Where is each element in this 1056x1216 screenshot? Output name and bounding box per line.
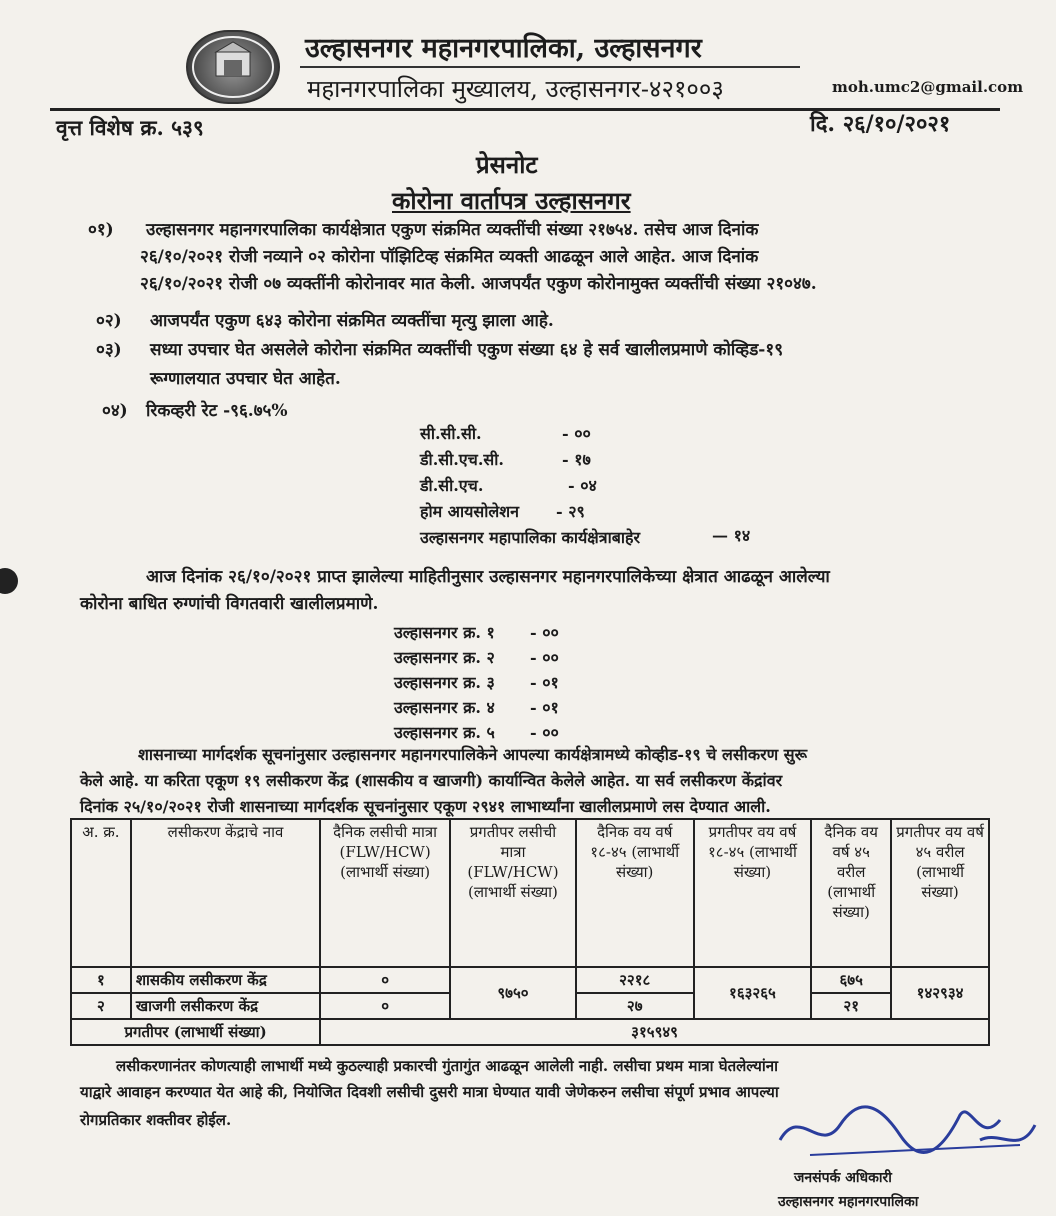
footer-line-2: याद्वारे आवाहन करण्यात येत आहे की, नियोजित दिवशी लसीची दुसरी मात्रा घेण्यात यावी जेणेकरुन लसीचा संपूर्ण प्रभाव आपल्या	[80, 1083, 779, 1101]
facility-name: डी.सी.एच.सी.	[420, 450, 504, 469]
ward-value: - ०१	[530, 673, 559, 692]
column-header: लसीकरण केंद्राचे नाव	[131, 819, 320, 967]
facility-value: - २९	[556, 502, 585, 521]
vaccination-intro-line-1: शासनाच्या मार्गदर्शक सूचनांनुसार उल्हासनगर महानगरपालिकेने आपल्या कार्यक्षेत्रामध्ये कोव्हीड-१९ चे लसीकरण सुरू	[138, 745, 808, 764]
progressive-flw-value: ९७५०	[450, 967, 576, 1019]
point-3-line-2: रूग्णालयात उपचार घेत आहेत.	[150, 369, 341, 389]
facility-value: — १४	[712, 526, 751, 545]
daily-18-45-value: २२१८	[576, 967, 694, 993]
document-date: दि. २६/१०/२०२१	[810, 111, 951, 137]
column-header: अ. क्र.	[71, 819, 131, 967]
facility-value: - ००	[562, 424, 591, 443]
ward-value: - ००	[530, 648, 559, 667]
center-name: खाजगी लसीकरण केंद्र	[131, 993, 320, 1019]
header-divider	[300, 66, 800, 68]
ward-name: उल्हासनगर क्र. ५	[394, 723, 495, 742]
daily-18-45-value: २७	[576, 993, 694, 1019]
facility-name: उल्हासनगर महापालिका कार्यक्षेत्राबाहेर	[420, 528, 641, 547]
row-number: १	[71, 967, 131, 993]
daily-45-plus-value: ६७५	[811, 967, 891, 993]
ward-value: - ००	[530, 623, 559, 642]
point-1-line-1: उल्हासनगर महानगरपालिका कार्यक्षेत्रात एकुण संक्रमित व्यक्तींची संख्या २१७५४. तसेच आज दिनांक	[146, 220, 759, 240]
header-title: उल्हासनगर महानगरपालिका, उल्हासनगर	[305, 33, 702, 64]
reference-number: वृत्त विशेष क्र. ५३९	[56, 115, 204, 140]
row-number: २	[71, 993, 131, 1019]
point-1	[88, 217, 114, 244]
signatory-designation: जनसंपर्क अधिकारी	[794, 1170, 892, 1186]
facility-name: डी.सी.एच.	[420, 476, 484, 495]
column-header: दैनिक लसीची मात्रा (FLW/HCW) (लाभार्थी संख्या)	[320, 819, 450, 967]
daily-flw-value: ०	[320, 993, 450, 1019]
column-header: प्रगतीपर वय वर्ष १८-४५ (लाभार्थी संख्या)	[694, 819, 812, 967]
point-4-line-1: रिकव्हरी रेट -९६.७५%	[146, 401, 288, 421]
point-number: ०१)	[88, 220, 114, 240]
ward-value: - ००	[530, 723, 559, 742]
table-total-row	[71, 1019, 989, 1045]
ward-name: उल्हासनगर क्र. ३	[394, 673, 495, 692]
vaccination-table	[70, 818, 990, 1046]
point-2-number: ०२)	[96, 311, 122, 331]
table-header-row	[71, 819, 989, 967]
punch-hole	[0, 568, 18, 594]
footer-line-3: रोगप्रतिकार शक्तीवर होईल.	[80, 1111, 232, 1129]
vaccination-intro-line-3: दिनांक २५/१०/२०२१ रोजी शासनाच्या मार्गदर्शक सूचनांनुसार एकूण २९४१ लाभार्थ्यांना खालीलप्रमाणे लस देण्यात आली.	[80, 797, 771, 816]
point-3-number: ०३)	[96, 340, 122, 360]
total-value: ३१५९४९	[320, 1019, 989, 1045]
distribution-intro-line-1: आज दिनांक २६/१०/२०२१ प्राप्त झालेल्या माहितीनुसार उल्हासनगर महानगरपालिकेच्या क्षेत्रात आढळून आलेल्या	[146, 567, 830, 587]
facility-value: - ०४	[568, 476, 597, 495]
table-row	[71, 967, 989, 993]
point-4-number: ०४)	[102, 401, 128, 421]
column-header: प्रगतीपर वय वर्ष ४५ वरील (लाभार्थी संख्या)	[891, 819, 989, 967]
footer-line-1: लसीकरणानंतर कोणत्याही लाभार्थी मध्ये कुठल्याही प्रकारची गुंतागुंत आढळून आलेली नाही. लसीचा प्रथम मात्रा घेतलेल्यांना	[116, 1057, 778, 1075]
point-2-line-1: आजपर्यंत एकुण ६४३ कोरोना संक्रमित व्यक्तींचा मृत्यु झाला आहे.	[150, 311, 554, 331]
column-header: प्रगतीपर लसीची मात्रा (FLW/HCW) (लाभार्थी संख्या)	[450, 819, 576, 967]
signatory-organization: उल्हासनगर महानगरपालिका	[778, 1194, 919, 1210]
facility-name: सी.सी.सी.	[420, 424, 482, 443]
center-name: शासकीय लसीकरण केंद्र	[131, 967, 320, 993]
ward-value: - ०१	[530, 698, 559, 717]
header-email: moh.umc2@gmail.com	[832, 78, 1024, 96]
vaccination-intro-line-2: केले आहे. या करिता एकूण १९ लसीकरण केंद्र (शासकीय व खाजगी) कार्यान्वित केलेले आहेत. या सर्व लसीकरण केंद्रांवर	[80, 771, 783, 790]
column-header: दैनिक वय वर्ष ४५ वरील (लाभार्थी संख्या)	[811, 819, 891, 967]
daily-flw-value: ०	[320, 967, 450, 993]
column-header: दैनिक वय वर्ष १८-४५ (लाभार्थी संख्या)	[576, 819, 694, 967]
ward-name: उल्हासनगर क्र. ४	[394, 698, 495, 717]
ward-name: उल्हासनगर क्र. २	[394, 648, 495, 667]
facility-name: होम आयसोलेशन	[420, 502, 519, 521]
point-1-line-2: २६/१०/२०२१ रोजी नव्याने ०२ कोरोना पॉझिटिव्ह संक्रमित व्यक्ती आढळून आले आहेत. आज दिनांक	[140, 247, 759, 267]
point-1-line-3: २६/१०/२०२१ रोजी ०७ व्यक्तींनी कोरोनावर मात केली. आजपर्यंत एकुण कोरोनामुक्त व्यक्तींची संख्या २१०४७.	[140, 274, 817, 294]
progressive-18-45-value: १६३२६५	[694, 967, 812, 1019]
handwritten-signature	[770, 1085, 1050, 1175]
point-3-line-1: सध्या उपचार घेत असलेले कोरोना संक्रमित व्यक्तींची एकुण संख्या ६४ हे सर्व खालीलप्रमाणे कोव्हिड-१९	[150, 340, 784, 360]
progressive-45-plus-value: १४२९३४	[891, 967, 989, 1019]
daily-45-plus-value: २१	[811, 993, 891, 1019]
main-title: प्रेसनोट	[476, 150, 538, 179]
facility-value: - १७	[562, 450, 591, 469]
sub-title: कोरोना वार्तापत्र उल्हासनगर	[392, 186, 631, 215]
distribution-intro-line-2: कोरोना बाधित रुग्णांची विगतवारी खालीलप्रमाणे.	[80, 594, 379, 614]
ward-name: उल्हासनगर क्र. १	[394, 623, 495, 642]
total-label: प्रगतीपर (लाभार्थी संख्या)	[71, 1019, 320, 1045]
municipal-emblem-logo	[186, 30, 280, 104]
header-address: महानगरपालिका मुख्यालय, उल्हासनगर-४२१००३	[307, 75, 724, 103]
